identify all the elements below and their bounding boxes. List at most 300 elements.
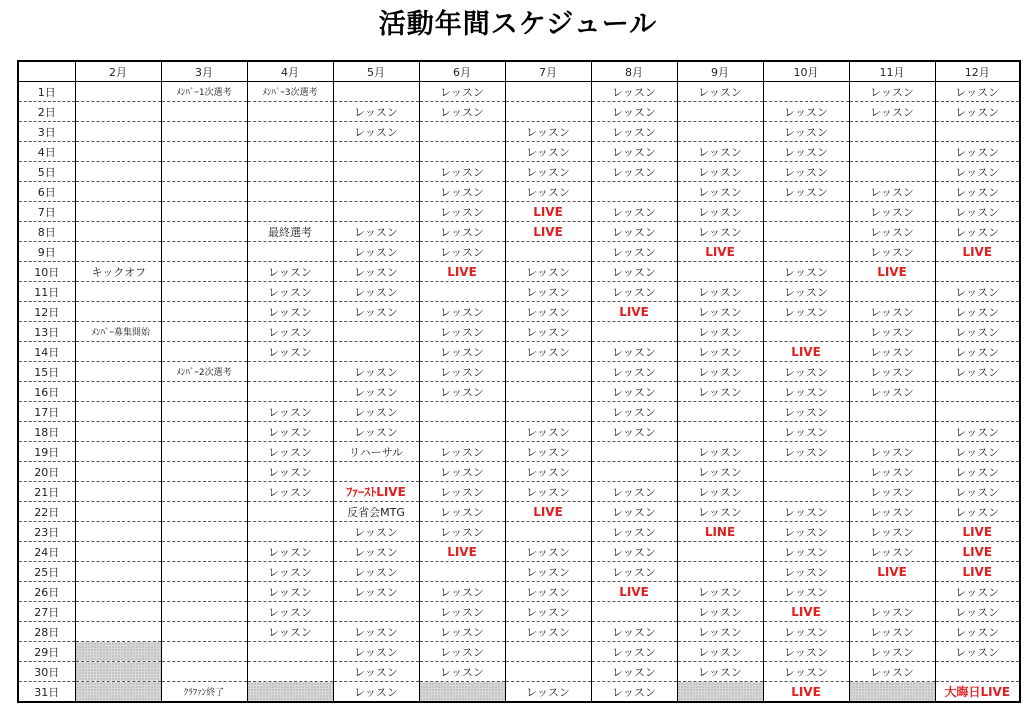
schedule-cell xyxy=(763,202,849,222)
schedule-cell xyxy=(161,122,247,142)
schedule-cell: レッスン xyxy=(677,182,763,202)
schedule-cell: レッスン xyxy=(763,302,849,322)
schedule-cell: レッスン xyxy=(591,402,677,422)
schedule-cell: LIVE xyxy=(849,562,935,582)
schedule-cell: レッスン xyxy=(591,382,677,402)
schedule-cell: レッスン xyxy=(333,282,419,302)
schedule-cell xyxy=(161,142,247,162)
schedule-cell xyxy=(763,82,849,102)
schedule-cell: レッスン xyxy=(505,302,591,322)
schedule-cell: レッスン xyxy=(419,502,505,522)
table-row xyxy=(18,582,1020,602)
schedule-cell xyxy=(419,562,505,582)
day-label: 24日 xyxy=(18,542,75,562)
schedule-cell xyxy=(935,402,1020,422)
schedule-cell: レッスン xyxy=(935,462,1020,482)
schedule-cell: レッスン xyxy=(591,82,677,102)
day-label: 30日 xyxy=(18,662,75,682)
day-label: 20日 xyxy=(18,462,75,482)
schedule-cell: レッスン xyxy=(333,102,419,122)
day-label: 19日 xyxy=(18,442,75,462)
schedule-cell: レッスン xyxy=(849,542,935,562)
schedule-cell: レッスン xyxy=(591,362,677,382)
schedule-cell: レッスン xyxy=(333,662,419,682)
schedule-cell xyxy=(763,462,849,482)
schedule-cell: レッスン xyxy=(591,242,677,262)
schedule-cell xyxy=(75,642,161,662)
schedule-cell: レッスン xyxy=(419,642,505,662)
schedule-cell xyxy=(849,582,935,602)
schedule-cell: レッスン xyxy=(333,422,419,442)
schedule-cell: レッスン xyxy=(247,622,333,642)
schedule-cell xyxy=(75,422,161,442)
schedule-cell xyxy=(419,422,505,442)
schedule-cell xyxy=(333,322,419,342)
day-label: 9日 xyxy=(18,242,75,262)
day-label: 23日 xyxy=(18,522,75,542)
day-label: 6日 xyxy=(18,182,75,202)
schedule-cell: レッスン xyxy=(935,282,1020,302)
schedule-cell: レッスン xyxy=(677,462,763,482)
schedule-cell: レッスン xyxy=(849,182,935,202)
schedule-cell xyxy=(677,562,763,582)
schedule-cell: レッスン xyxy=(935,142,1020,162)
day-label: 11日 xyxy=(18,282,75,302)
schedule-cell: 反省会MTG xyxy=(333,502,419,522)
schedule-cell: レッスン xyxy=(677,282,763,302)
schedule-cell: レッスン xyxy=(849,342,935,362)
schedule-cell: LIVE xyxy=(935,562,1020,582)
schedule-cell xyxy=(75,502,161,522)
schedule-cell xyxy=(75,622,161,642)
schedule-cell: LIVE xyxy=(591,582,677,602)
schedule-cell: リハーサル xyxy=(333,442,419,462)
schedule-cell: レッスン xyxy=(849,322,935,342)
schedule-cell: ﾒﾝﾊﾞｰ募集開始 xyxy=(75,322,161,342)
schedule-cell: レッスン xyxy=(505,462,591,482)
schedule-cell: レッスン xyxy=(247,342,333,362)
schedule-cell: レッスン xyxy=(505,282,591,302)
schedule-cell: レッスン xyxy=(677,662,763,682)
schedule-cell xyxy=(161,522,247,542)
schedule-cell: レッスン xyxy=(677,382,763,402)
month-header: 9月 xyxy=(677,61,763,82)
schedule-cell: レッスン xyxy=(677,322,763,342)
schedule-cell xyxy=(935,262,1020,282)
day-label: 16日 xyxy=(18,382,75,402)
schedule-cell: レッスン xyxy=(505,682,591,703)
schedule-cell xyxy=(247,362,333,382)
table-row xyxy=(18,322,1020,342)
schedule-cell: レッスン xyxy=(935,222,1020,242)
month-header: 8月 xyxy=(591,61,677,82)
table-row xyxy=(18,302,1020,322)
schedule-cell: レッスン xyxy=(849,382,935,402)
schedule-cell: レッスン xyxy=(333,542,419,562)
schedule-cell xyxy=(75,142,161,162)
schedule-cell: レッスン xyxy=(763,102,849,122)
schedule-cell: レッスン xyxy=(591,222,677,242)
schedule-cell xyxy=(763,222,849,242)
schedule-cell xyxy=(247,682,333,703)
schedule-cell xyxy=(161,262,247,282)
schedule-cell xyxy=(591,322,677,342)
schedule-cell xyxy=(333,462,419,482)
schedule-cell: レッスン xyxy=(419,342,505,362)
schedule-cell xyxy=(75,542,161,562)
day-label: 5日 xyxy=(18,162,75,182)
table-row xyxy=(18,102,1020,122)
schedule-cell: LIVE xyxy=(849,262,935,282)
schedule-cell: レッスン xyxy=(333,262,419,282)
schedule-cell: レッスン xyxy=(247,302,333,322)
schedule-cell: レッスン xyxy=(591,622,677,642)
schedule-cell: レッスン xyxy=(849,642,935,662)
schedule-cell: レッスン xyxy=(247,602,333,622)
month-header: 7月 xyxy=(505,61,591,82)
day-label: 26日 xyxy=(18,582,75,602)
schedule-cell xyxy=(161,342,247,362)
schedule-cell: レッスン xyxy=(505,482,591,502)
schedule-cell xyxy=(161,542,247,562)
day-label: 13日 xyxy=(18,322,75,342)
schedule-cell: レッスン xyxy=(763,562,849,582)
schedule-cell: レッスン xyxy=(763,382,849,402)
day-label: 14日 xyxy=(18,342,75,362)
schedule-cell xyxy=(161,642,247,662)
day-label: 15日 xyxy=(18,362,75,382)
schedule-cell xyxy=(75,162,161,182)
schedule-cell: レッスン xyxy=(849,462,935,482)
schedule-cell xyxy=(419,122,505,142)
schedule-cell xyxy=(161,322,247,342)
month-header: 11月 xyxy=(849,61,935,82)
schedule-cell: レッスン xyxy=(935,182,1020,202)
schedule-cell: レッスン xyxy=(763,162,849,182)
schedule-cell xyxy=(75,202,161,222)
schedule-cell: レッスン xyxy=(935,362,1020,382)
schedule-cell xyxy=(333,82,419,102)
schedule-cell xyxy=(849,402,935,422)
schedule-cell xyxy=(333,162,419,182)
table-row xyxy=(18,382,1020,402)
day-label: 28日 xyxy=(18,622,75,642)
schedule-cell xyxy=(247,182,333,202)
schedule-cell: キックオフ xyxy=(75,262,161,282)
schedule-cell xyxy=(161,162,247,182)
schedule-cell: レッスン xyxy=(419,382,505,402)
schedule-cell: レッスン xyxy=(591,542,677,562)
schedule-cell: ﾒﾝﾊﾞｰ1次選考 xyxy=(161,82,247,102)
schedule-cell: レッスン xyxy=(591,202,677,222)
schedule-cell: レッスン xyxy=(849,442,935,462)
schedule-cell: レッスン xyxy=(419,522,505,542)
schedule-cell: レッスン xyxy=(763,662,849,682)
schedule-cell: レッスン xyxy=(935,322,1020,342)
schedule-cell: レッスン xyxy=(505,422,591,442)
schedule-cell: レッスン xyxy=(505,542,591,562)
schedule-cell: レッスン xyxy=(505,562,591,582)
schedule-cell xyxy=(161,382,247,402)
schedule-cell xyxy=(849,142,935,162)
schedule-cell xyxy=(161,502,247,522)
schedule-cell xyxy=(75,402,161,422)
schedule-cell: LIVE xyxy=(505,222,591,242)
schedule-cell: レッスン xyxy=(849,602,935,622)
schedule-cell xyxy=(161,622,247,642)
schedule-cell: レッスン xyxy=(849,102,935,122)
table-row xyxy=(18,622,1020,642)
schedule-cell xyxy=(75,102,161,122)
schedule-cell: レッスン xyxy=(677,482,763,502)
schedule-cell: レッスン xyxy=(677,302,763,322)
schedule-cell: レッスン xyxy=(763,582,849,602)
schedule-cell xyxy=(247,102,333,122)
schedule-cell: レッスン xyxy=(247,562,333,582)
schedule-cell: レッスン xyxy=(419,182,505,202)
schedule-cell: レッスン xyxy=(247,462,333,482)
schedule-cell: LINE xyxy=(677,522,763,542)
schedule-cell xyxy=(505,242,591,262)
table-row xyxy=(18,462,1020,482)
schedule-cell: レッスン xyxy=(247,402,333,422)
schedule-cell xyxy=(591,182,677,202)
schedule-cell: レッスン xyxy=(505,342,591,362)
schedule-cell: レッスン xyxy=(677,222,763,242)
schedule-cell: レッスン xyxy=(591,282,677,302)
schedule-cell: レッスン xyxy=(333,522,419,542)
schedule-cell: レッスン xyxy=(333,242,419,262)
schedule-cell: レッスン xyxy=(935,582,1020,602)
schedule-cell: レッスン xyxy=(849,82,935,102)
schedule-cell: LIVE xyxy=(763,682,849,703)
schedule-cell: レッスン xyxy=(935,422,1020,442)
schedule-cell xyxy=(763,322,849,342)
schedule-cell xyxy=(247,522,333,542)
schedule-cell: レッスン xyxy=(763,262,849,282)
schedule-table xyxy=(17,60,1021,703)
table-row xyxy=(18,502,1020,522)
schedule-cell: レッスン xyxy=(935,642,1020,662)
day-label: 8日 xyxy=(18,222,75,242)
schedule-cell xyxy=(247,242,333,262)
schedule-cell xyxy=(333,602,419,622)
schedule-cell xyxy=(161,202,247,222)
schedule-cell: レッスン xyxy=(505,262,591,282)
schedule-cell: レッスン xyxy=(677,642,763,662)
schedule-cell xyxy=(75,682,161,703)
schedule-cell xyxy=(75,522,161,542)
schedule-cell xyxy=(75,362,161,382)
schedule-cell xyxy=(75,582,161,602)
schedule-cell: レッスン xyxy=(763,182,849,202)
schedule-cell xyxy=(763,242,849,262)
schedule-cell xyxy=(161,222,247,242)
schedule-cell: ﾒﾝﾊﾞｰ2次選考 xyxy=(161,362,247,382)
schedule-cell: レッスン xyxy=(763,402,849,422)
schedule-cell: レッスン xyxy=(935,482,1020,502)
schedule-cell: レッスン xyxy=(419,582,505,602)
schedule-cell: レッスン xyxy=(677,442,763,462)
schedule-cell xyxy=(247,122,333,142)
schedule-cell xyxy=(75,602,161,622)
schedule-cell: レッスン xyxy=(677,202,763,222)
schedule-cell: LIVE xyxy=(763,602,849,622)
schedule-cell xyxy=(677,682,763,703)
day-label: 31日 xyxy=(18,682,75,703)
schedule-cell xyxy=(161,562,247,582)
schedule-cell: レッスン xyxy=(849,202,935,222)
schedule-cell: レッスン xyxy=(763,642,849,662)
schedule-cell: LIVE xyxy=(591,302,677,322)
schedule-cell: レッスン xyxy=(677,162,763,182)
schedule-cell: レッスン xyxy=(247,262,333,282)
schedule-cell: レッスン xyxy=(419,82,505,102)
schedule-cell: レッスン xyxy=(333,122,419,142)
schedule-cell: レッスン xyxy=(849,502,935,522)
header-row xyxy=(18,61,1020,82)
table-row xyxy=(18,542,1020,562)
day-label: 12日 xyxy=(18,302,75,322)
schedule-cell: レッスン xyxy=(333,222,419,242)
schedule-cell: ﾒﾝﾊﾞｰ3次選考 xyxy=(247,82,333,102)
schedule-cell: レッスン xyxy=(419,622,505,642)
schedule-cell: レッスン xyxy=(333,302,419,322)
schedule-cell: レッスン xyxy=(247,442,333,462)
schedule-cell xyxy=(75,182,161,202)
schedule-cell: レッスン xyxy=(333,382,419,402)
corner-cell xyxy=(18,61,75,82)
schedule-cell: LIVE xyxy=(935,522,1020,542)
table-row xyxy=(18,142,1020,162)
schedule-cell: レッスン xyxy=(419,202,505,222)
schedule-cell: LIVE xyxy=(505,202,591,222)
schedule-cell xyxy=(849,122,935,142)
table-row xyxy=(18,362,1020,382)
schedule-cell: 最終選考 xyxy=(247,222,333,242)
table-row xyxy=(18,162,1020,182)
schedule-cell: LIVE xyxy=(419,542,505,562)
schedule-cell xyxy=(161,582,247,602)
schedule-cell xyxy=(161,442,247,462)
month-header: 3月 xyxy=(161,61,247,82)
schedule-cell: レッスン xyxy=(763,422,849,442)
month-header: 4月 xyxy=(247,61,333,82)
schedule-cell: レッスン xyxy=(849,522,935,542)
schedule-cell xyxy=(247,142,333,162)
schedule-cell: レッスン xyxy=(591,162,677,182)
schedule-cell: レッスン xyxy=(677,582,763,602)
schedule-cell: LIVE xyxy=(419,262,505,282)
schedule-cell: レッスン xyxy=(591,562,677,582)
schedule-cell xyxy=(763,482,849,502)
schedule-cell: レッスン xyxy=(763,142,849,162)
schedule-cell xyxy=(247,642,333,662)
schedule-cell xyxy=(849,162,935,182)
schedule-cell xyxy=(505,642,591,662)
schedule-cell: レッスン xyxy=(677,362,763,382)
schedule-cell xyxy=(849,282,935,302)
schedule-cell xyxy=(75,482,161,502)
table-row xyxy=(18,82,1020,102)
schedule-cell xyxy=(247,382,333,402)
schedule-cell: レッスン xyxy=(591,522,677,542)
schedule-cell: LIVE xyxy=(505,502,591,522)
schedule-cell xyxy=(505,102,591,122)
schedule-cell: レッスン xyxy=(333,582,419,602)
schedule-cell xyxy=(247,202,333,222)
month-header: 12月 xyxy=(935,61,1020,82)
schedule-cell xyxy=(935,122,1020,142)
schedule-cell xyxy=(161,102,247,122)
schedule-cell xyxy=(75,122,161,142)
schedule-cell: レッスン xyxy=(935,442,1020,462)
table-row xyxy=(18,202,1020,222)
schedule-cell: レッスン xyxy=(419,242,505,262)
schedule-cell: レッスン xyxy=(505,322,591,342)
schedule-cell xyxy=(75,242,161,262)
schedule-cell xyxy=(849,682,935,703)
day-label: 3日 xyxy=(18,122,75,142)
schedule-cell xyxy=(591,602,677,622)
schedule-cell xyxy=(161,282,247,302)
schedule-cell: レッスン xyxy=(419,322,505,342)
schedule-cell: レッスン xyxy=(247,482,333,502)
table-row xyxy=(18,662,1020,682)
schedule-cell: レッスン xyxy=(247,322,333,342)
schedule-cell xyxy=(505,402,591,422)
day-label: 29日 xyxy=(18,642,75,662)
table-row xyxy=(18,182,1020,202)
schedule-cell: レッスン xyxy=(333,562,419,582)
day-label: 21日 xyxy=(18,482,75,502)
schedule-cell: レッスン xyxy=(935,202,1020,222)
schedule-cell xyxy=(849,422,935,442)
schedule-cell: レッスン xyxy=(505,142,591,162)
table-row xyxy=(18,562,1020,582)
schedule-cell: レッスン xyxy=(591,262,677,282)
schedule-cell: レッスン xyxy=(591,662,677,682)
schedule-cell: レッスン xyxy=(505,622,591,642)
page-title: 活動年間スケジュール xyxy=(378,9,658,40)
table-row xyxy=(18,642,1020,662)
schedule-cell xyxy=(333,202,419,222)
schedule-cell xyxy=(75,562,161,582)
schedule-cell xyxy=(75,282,161,302)
table-row xyxy=(18,222,1020,242)
schedule-cell: レッスン xyxy=(935,602,1020,622)
schedule-cell: レッスン xyxy=(333,402,419,422)
schedule-cell: レッスン xyxy=(763,122,849,142)
schedule-cell: レッスン xyxy=(935,102,1020,122)
schedule-cell: レッスン xyxy=(763,542,849,562)
schedule-cell xyxy=(75,342,161,362)
schedule-cell xyxy=(677,402,763,422)
schedule-cell xyxy=(161,302,247,322)
schedule-cell: レッスン xyxy=(247,422,333,442)
schedule-cell: レッスン xyxy=(677,342,763,362)
schedule-cell: レッスン xyxy=(849,302,935,322)
table-row xyxy=(18,422,1020,442)
schedule-cell: レッスン xyxy=(247,582,333,602)
schedule-cell: レッスン xyxy=(935,302,1020,322)
schedule-cell: レッスン xyxy=(419,482,505,502)
schedule-cell: レッスン xyxy=(591,502,677,522)
schedule-cell: レッスン xyxy=(849,222,935,242)
schedule-cell: レッスン xyxy=(419,102,505,122)
table-row xyxy=(18,122,1020,142)
table-row xyxy=(18,482,1020,502)
